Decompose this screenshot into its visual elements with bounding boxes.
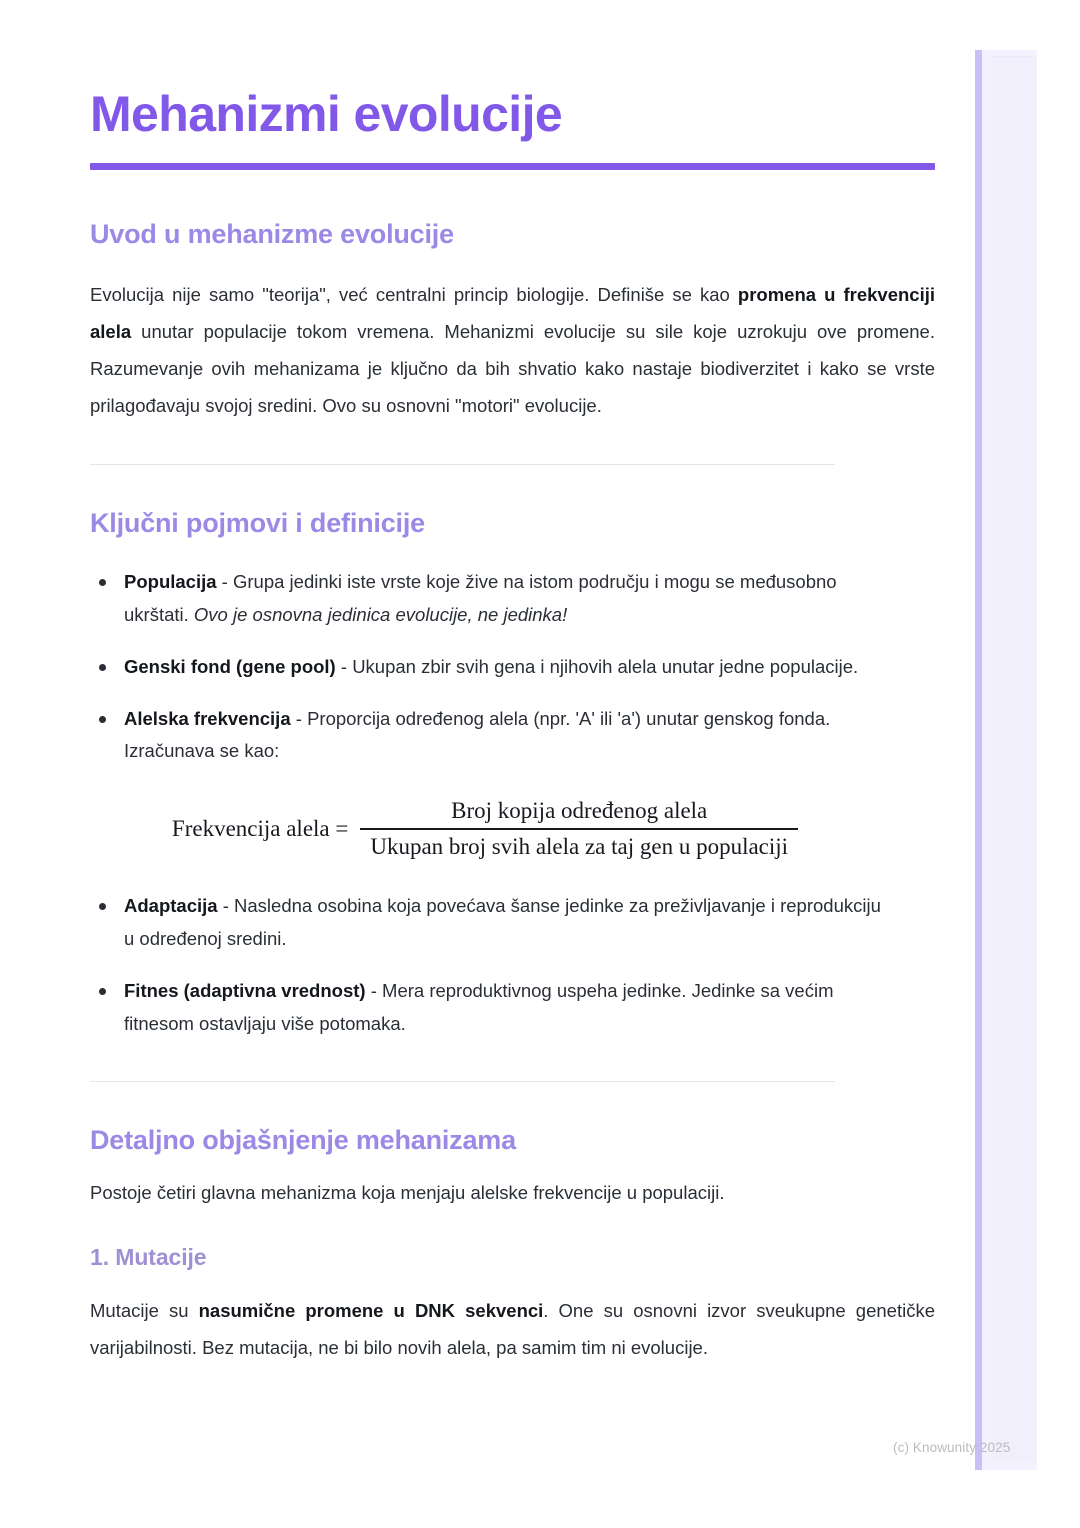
intro-text-part2: unutar populacije tokom vremena. Mehanizmi evolucije su sile koje uzrokuju ove promene. Razumevanje ovih mehanizama je ključno da bih shvatio kako nastaje biodiverzitet i kako se vrste prilagođavaju svojoj sredini. Ovo su osnovni "motori" evolucije.: [90, 321, 935, 417]
formula-denominator: Ukupan broj svih alela za taj gen u populaciji: [370, 833, 789, 859]
intro-bold-term: promena u frekvenciji alela: [90, 284, 935, 343]
formula-left-hand-side: Frekvencija alela =: [171, 816, 349, 842]
intro-paragraph: [90, 276, 935, 424]
allele-frequency-formula: [90, 798, 880, 860]
term-label: Alelska frekvencija: [124, 707, 291, 729]
term-definition: Mera reproduktivnog uspeha jedinke. Jedinke sa većim fitnesom ostavljaju više potomaka.: [124, 979, 834, 1034]
spacer: [90, 1156, 935, 1176]
spacer: [90, 1041, 935, 1081]
list-item: [90, 890, 884, 956]
formula-numerator: Broj kopija određenog alela: [451, 798, 708, 824]
right-side-panel-inner: [992, 56, 1037, 1462]
term-label: Populacija: [124, 570, 217, 592]
term-dash: -: [217, 894, 235, 916]
term-label: Adaptacija: [124, 894, 218, 916]
section-heading-mechanisms: Detaljno objašnjenje mehanizama: [90, 1124, 516, 1155]
bullet-dot-icon: [99, 716, 106, 723]
key-terms-list-part2: [90, 890, 935, 1041]
list-item: [90, 566, 884, 632]
mutations-text-part1: Mutacije su: [90, 1299, 199, 1321]
spacer: [90, 1082, 935, 1124]
term-dash: -: [365, 979, 383, 1001]
term-label: Genski fond (gene pool): [124, 655, 336, 677]
section-heading-key-terms: Ključni pojmovi i definicije: [90, 508, 425, 539]
bullet-dot-icon: [99, 664, 106, 671]
bullet-dot-icon: [99, 903, 106, 910]
spacer: [90, 170, 935, 218]
mutations-paragraph: [90, 1292, 935, 1366]
mutations-text-part2: . One su osnovni izvor sveukupne genetičke varijabilnosti. Bez mutacija, ne bi bilo novih alela, pa samim tim ni evolucije.: [90, 1299, 935, 1358]
list-item: [90, 975, 884, 1041]
spacer: [90, 465, 935, 507]
term-dash: -: [335, 655, 353, 677]
term-definition: Ukupan zbir svih gena i njihovih alela unutar jedne populacije.: [352, 655, 859, 677]
spacer: [90, 1210, 935, 1244]
term-emphasis-note: Ovo je osnovna jedinica evolucije, ne jedinka!: [193, 603, 568, 625]
list-item: [90, 703, 884, 769]
page-title: Mehanizmi evolucije: [90, 86, 563, 142]
subsection-heading-mutations: 1. Mutacije: [90, 1244, 207, 1271]
bullet-dot-icon: [99, 988, 106, 995]
formula-fraction: [360, 798, 798, 860]
document-content: [90, 88, 935, 1366]
footer-copyright: (c) Knowunity 2025: [893, 1440, 1011, 1455]
term-dash: -: [216, 570, 233, 592]
intro-text-part1: Evolucija nije samo "teorija", već centralni princip biologije. Definiše se kao: [90, 284, 738, 306]
term-dash: -: [290, 707, 308, 729]
list-item: [90, 651, 884, 684]
term-definition: Proporcija određenog alela (npr. 'A' ili 'a') unutar genskog fonda. Izračunava se kao:: [124, 707, 831, 762]
bullet-dot-icon: [99, 579, 106, 586]
spacer: [90, 424, 935, 464]
mutations-bold-term: nasumične promene u DNK sekvenci: [198, 1299, 544, 1321]
term-label: Fitnes (adaptivna vrednost): [124, 979, 366, 1001]
term-definition: Nasledna osobina koja povećava šanse jedinke za preživljavanje i reprodukciju u određenoj sredini.: [124, 894, 881, 949]
term-definition: Grupa jedinki iste vrste koje žive na istom području i mogu se međusobno ukrštati.: [124, 570, 837, 625]
formula-expression: [172, 798, 798, 860]
spacer: [90, 540, 935, 566]
key-terms-list-part1: [90, 566, 935, 769]
spacer: [90, 1272, 935, 1292]
mechanisms-intro-paragraph: Postoje četiri glavna mehanizma koja menjaju alelske frekvencije u populaciji.: [90, 1182, 725, 1204]
title-underline-rule: [90, 163, 935, 170]
right-side-panel: [975, 50, 1037, 1470]
section-heading-intro: Uvod u mehanizme evolucije: [90, 219, 454, 249]
spacer: [90, 250, 935, 276]
